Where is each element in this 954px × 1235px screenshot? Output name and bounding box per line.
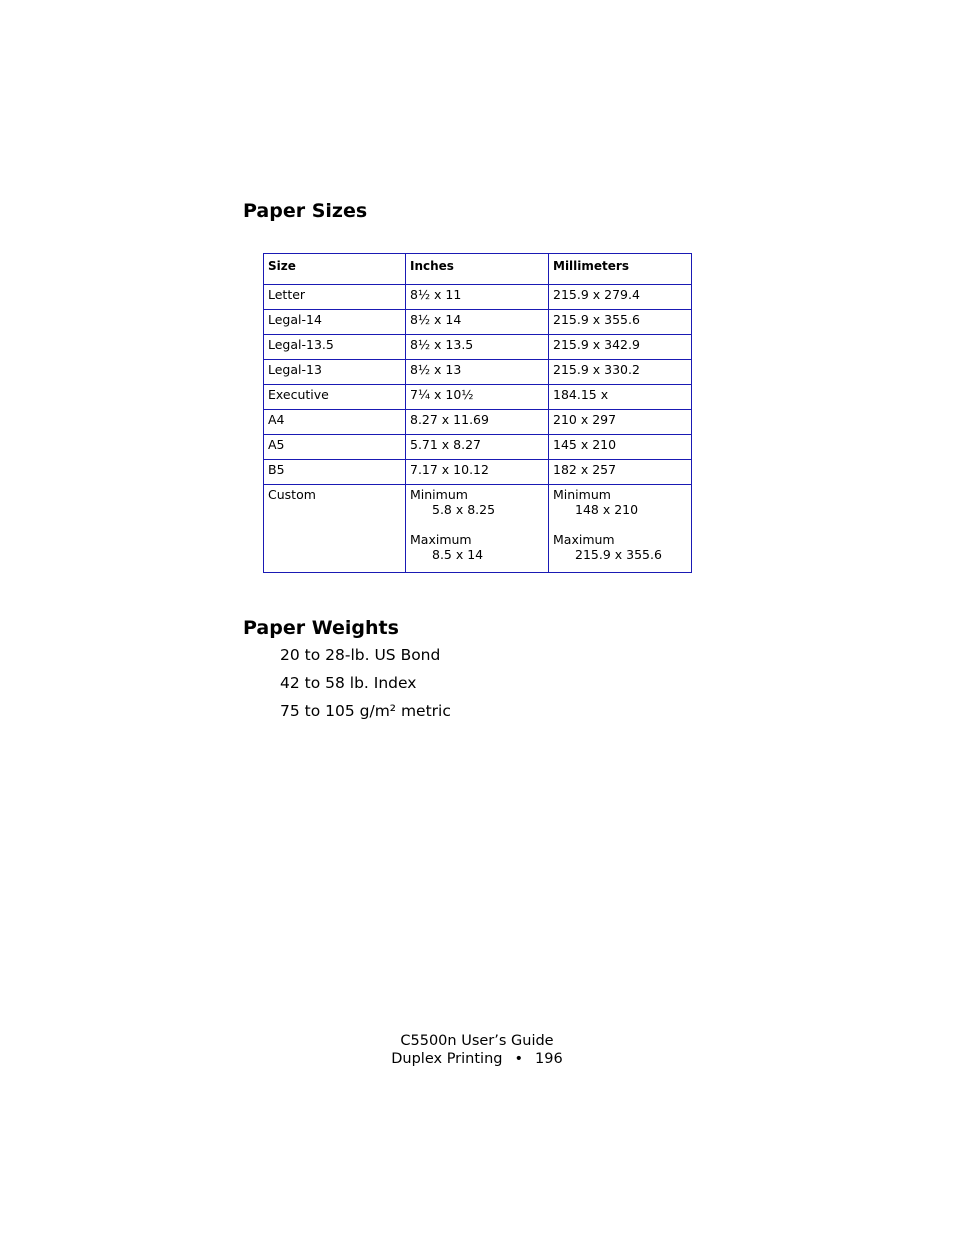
table-row [264,385,692,410]
footer-separator: • [514,1051,524,1067]
paper-sizes-table [263,253,692,573]
table-row [264,460,692,485]
footer-section-name: Duplex Printing [391,1051,503,1067]
millimeters-maximum-value: 215.9 x 355.6 [575,547,662,562]
size-cell: Legal-14 [264,310,406,335]
millimeters-cell: 215.9 x 330.2 [549,360,692,385]
table-row [264,410,692,435]
millimeters-cell: 210 x 297 [549,410,692,435]
table-header-row [264,254,692,285]
inches-cell: 8½ x 11 [406,285,549,310]
table-row [264,310,692,335]
size-cell: B5 [264,460,406,485]
size-cell: A4 [264,410,406,435]
size-cell-custom: Custom [264,485,406,573]
inches-cell: 8½ x 13 [406,360,549,385]
inches-cell: 8½ x 13.5 [406,335,549,360]
inches-cell: 7¼ x 10½ [406,385,549,410]
size-cell: Legal-13 [264,360,406,385]
maximum-label: Maximum [553,532,615,547]
minimum-label: Minimum [553,487,611,502]
spacer [410,517,544,532]
inches-maximum-value: 8.5 x 14 [432,547,484,562]
size-cell: Executive [264,385,406,410]
inches-cell-custom [406,485,549,573]
footer-page-number: 196 [535,1051,563,1067]
size-cell: Legal-13.5 [264,335,406,360]
column-header-millimeters: Millimeters [549,254,692,285]
inches-cell: 8.27 x 11.69 [406,410,549,435]
paper-weights-list [280,645,451,729]
millimeters-cell-custom [549,485,692,573]
column-header-inches: Inches [406,254,549,285]
millimeters-cell: 215.9 x 279.4 [549,285,692,310]
millimeters-cell: 215.9 x 342.9 [549,335,692,360]
paper-sizes-heading: Paper Sizes [243,200,368,222]
maximum-label: Maximum [410,532,472,547]
list-item: 20 to 28-lb. US Bond [280,646,441,664]
table-row-custom [264,485,692,573]
table-row [264,335,692,360]
millimeters-cell: 145 x 210 [549,435,692,460]
inches-minimum-value: 5.8 x 8.25 [432,502,496,517]
inches-cell: 7.17 x 10.12 [406,460,549,485]
footer-guide-title: C5500n User’s Guide [400,1033,554,1049]
inches-cell: 5.71 x 8.27 [406,435,549,460]
millimeters-cell: 184.15 x [549,385,692,410]
list-item: 42 to 58 lb. Index [280,674,417,692]
table-row [264,285,692,310]
size-cell: Letter [264,285,406,310]
table-row [264,435,692,460]
list-item: 75 to 105 g/m² metric [280,702,451,720]
inches-cell: 8½ x 14 [406,310,549,335]
footer-page-info [0,1050,954,1068]
table-row [264,360,692,385]
column-header-size: Size [264,254,406,285]
spacer [553,517,687,532]
millimeters-cell: 215.9 x 355.6 [549,310,692,335]
paper-weights-heading: Paper Weights [243,617,399,639]
size-cell: A5 [264,435,406,460]
page-footer [0,1032,954,1068]
minimum-label: Minimum [410,487,468,502]
millimeters-cell: 182 x 257 [549,460,692,485]
millimeters-minimum-value: 148 x 210 [575,502,639,517]
